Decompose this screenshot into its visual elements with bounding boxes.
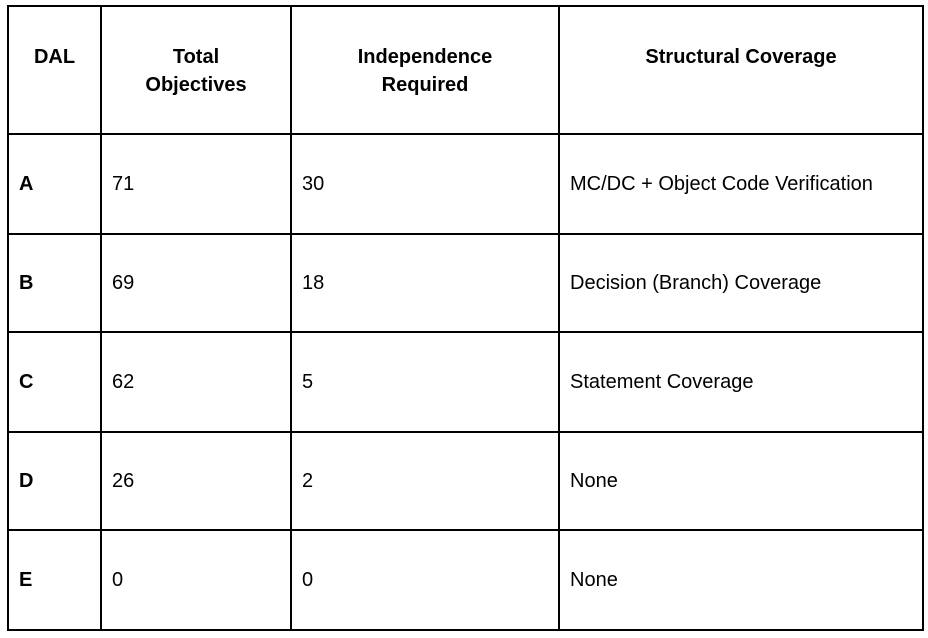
header-structural-label: Structural Coverage [645, 46, 837, 68]
header-total-line1: Total [172, 46, 220, 68]
table-body [8, 134, 923, 630]
cell-total-objectives: 26 [101, 432, 291, 530]
table-row [8, 332, 923, 432]
header-independence-required [291, 6, 559, 134]
header-structural-coverage [559, 6, 923, 134]
dal-table-container [7, 5, 924, 631]
cell-dal: D [8, 432, 101, 530]
cell-total-objectives: 69 [101, 234, 291, 332]
header-row [8, 6, 923, 134]
cell-structural-coverage: Decision (Branch) Coverage [559, 234, 923, 332]
header-total-line2: Objectives [145, 74, 247, 96]
cell-structural-coverage: MC/DC + Object Code Verification [559, 134, 923, 234]
cell-dal: B [8, 234, 101, 332]
table-header [8, 6, 923, 134]
cell-independence-required: 2 [291, 432, 559, 530]
cell-total-objectives: 71 [101, 134, 291, 234]
table-row [8, 234, 923, 332]
cell-independence-required: 5 [291, 332, 559, 432]
cell-structural-coverage: None [559, 432, 923, 530]
table-row [8, 432, 923, 530]
header-indep-line1: Independence [357, 46, 493, 68]
cell-total-objectives: 0 [101, 530, 291, 630]
table-row [8, 530, 923, 630]
dal-objectives-table [7, 5, 924, 631]
cell-independence-required: 0 [291, 530, 559, 630]
cell-dal: C [8, 332, 101, 432]
cell-independence-required: 18 [291, 234, 559, 332]
header-dal [8, 6, 101, 134]
header-dal-label: DAL [33, 46, 76, 68]
cell-structural-coverage: None [559, 530, 923, 630]
cell-dal: E [8, 530, 101, 630]
table-row [8, 134, 923, 234]
cell-independence-required: 30 [291, 134, 559, 234]
header-total-objectives [101, 6, 291, 134]
cell-structural-coverage: Statement Coverage [559, 332, 923, 432]
cell-dal: A [8, 134, 101, 234]
header-indep-line2: Required [381, 74, 469, 96]
cell-total-objectives: 62 [101, 332, 291, 432]
